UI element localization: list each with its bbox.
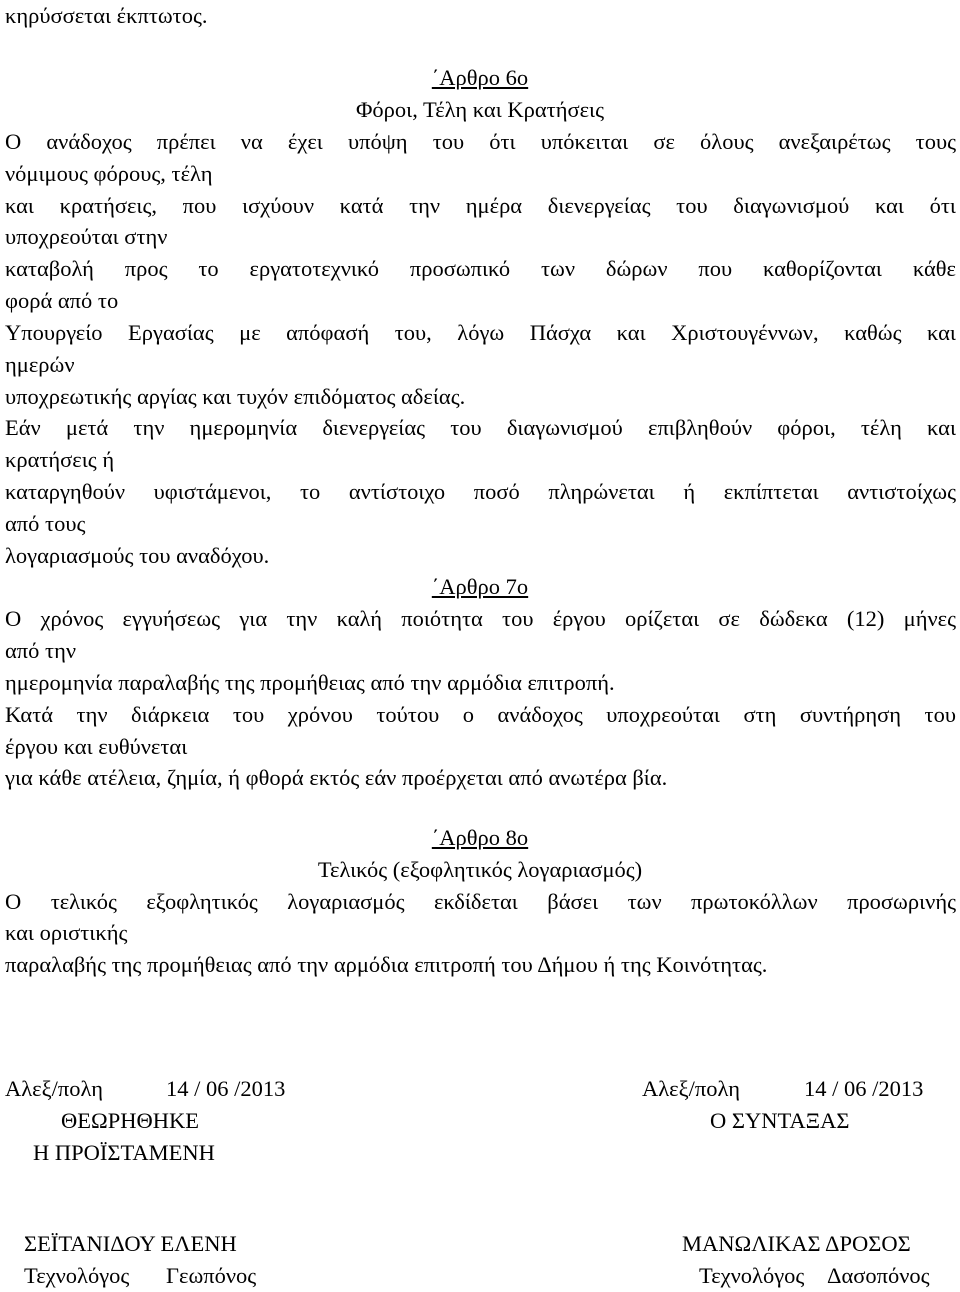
article-6-heading: ΄Αρθρο 6ο [431, 65, 529, 90]
body-text-line: καταργηθούν υφιστάμενοι, το αντίστοιχο ποσό πληρώνεται ή εκπίπτεται αντιστοίχως [5, 479, 956, 504]
signature-title-2: Δασοπόνος [827, 1263, 930, 1288]
signature-place: Αλεξ/πολη [5, 1076, 103, 1101]
article-7-heading: ΄Αρθρο 7ο [431, 574, 529, 599]
body-text-line: λογαριασμούς του αναδόχου. [5, 543, 270, 568]
signature-date: 14 / 06 /2013 [166, 1076, 286, 1101]
body-text-line: Ο τελικός εξοφλητικός λογαριασμός εκδίδεται βάσει των πρωτοκόλλων προσωρινής [5, 889, 956, 914]
body-text-line: καταβολή προς το εργατοτεχνικό προσωπικό των δώρων που καθορίζονται κάθε [5, 256, 956, 281]
body-text-line: παραλαβής της προμήθειας από την αρμόδια επιτροπή του Δήμου ή της Κοινότητας. [5, 952, 768, 977]
signature-name: ΜΑΝΩΛΙΚΑΣ ΔΡΟΣΟΣ [682, 1231, 911, 1256]
signature-status: ΘΕΩΡΗΘΗΚΕ [61, 1108, 199, 1133]
article-6-subtitle: Φόροι, Τέλη και Κρατήσεις [355, 97, 605, 122]
signature-title-1: Τεχνολόγος [699, 1263, 805, 1288]
body-text-line: υποχρεωτικής αργίας και τυχόν επιδόματος αδείας. [5, 384, 466, 409]
body-text-line: Υπουργείο Εργασίας με απόφασή του, λόγω Πάσχα και Χριστουγέννων, καθώς και [5, 320, 956, 345]
body-text-line: Ο ανάδοχος πρέπει να έχει υπόψη του ότι υπόκειται σε όλους ανεξαιρέτως τους [5, 129, 956, 154]
article-8-subtitle: Τελικός (εξοφλητικός λογαριασμός) [317, 857, 643, 882]
body-text-line: νόμιμους φόρους, τέλη [5, 161, 213, 186]
body-text-line: έργου και ευθύνεται [5, 734, 188, 759]
body-text-line: υποχρεούται στην [5, 224, 168, 249]
body-text-line: από την [5, 638, 77, 663]
body-text-line: κρατήσεις ή [5, 447, 115, 472]
body-text-line: ημερών [5, 352, 75, 377]
body-text-line: από τους [5, 511, 86, 536]
signature-name: ΣΕΪΤΑΝΙΔΟΥ ΕΛΕΝΗ [24, 1231, 237, 1256]
body-text-line: και οριστικής [5, 920, 128, 945]
body-text-line: και κρατήσεις, που ισχύουν κατά την ημέρα διενεργείας του διαγωνισμού και ότι [5, 193, 956, 218]
body-text-line: για κάθε ατέλεια, ζημία, ή φθορά εκτός εάν προέρχεται από ανωτέρα βία. [5, 765, 668, 790]
body-text-line: Εάν μετά την ημερομηνία διενεργείας του διαγωνισμού επιβληθούν φόροι, τέλη και [5, 415, 956, 440]
body-text-line: Ο χρόνος εγγυήσεως για την καλή ποιότητα του έργου ορίζεται σε δώδεκα (12) μήνες [5, 606, 956, 631]
body-text-line: κηρύσσεται έκπτωτος. [5, 3, 208, 28]
signature-title-2: Γεωπόνος [166, 1263, 257, 1288]
article-8-heading: ΄Αρθρο 8ο [431, 825, 529, 850]
signature-title-1: Τεχνολόγος [24, 1263, 130, 1288]
signature-role: Ο ΣΥΝΤΑΞΑΣ [710, 1108, 850, 1133]
body-text-line: Κατά την διάρκεια του χρόνου τούτου ο ανάδοχος υποχρεούται στη συντήρηση του [5, 702, 956, 727]
signature-place: Αλεξ/πολη [642, 1076, 740, 1101]
body-text-line: ημερομηνία παραλαβής της προμήθειας από την αρμόδια επιτροπή. [5, 670, 615, 695]
body-text-line: φορά από το [5, 288, 119, 313]
signature-role: Η ΠΡΟΪΣΤΑΜΕΝΗ [33, 1140, 215, 1165]
signature-date: 14 / 06 /2013 [804, 1076, 924, 1101]
